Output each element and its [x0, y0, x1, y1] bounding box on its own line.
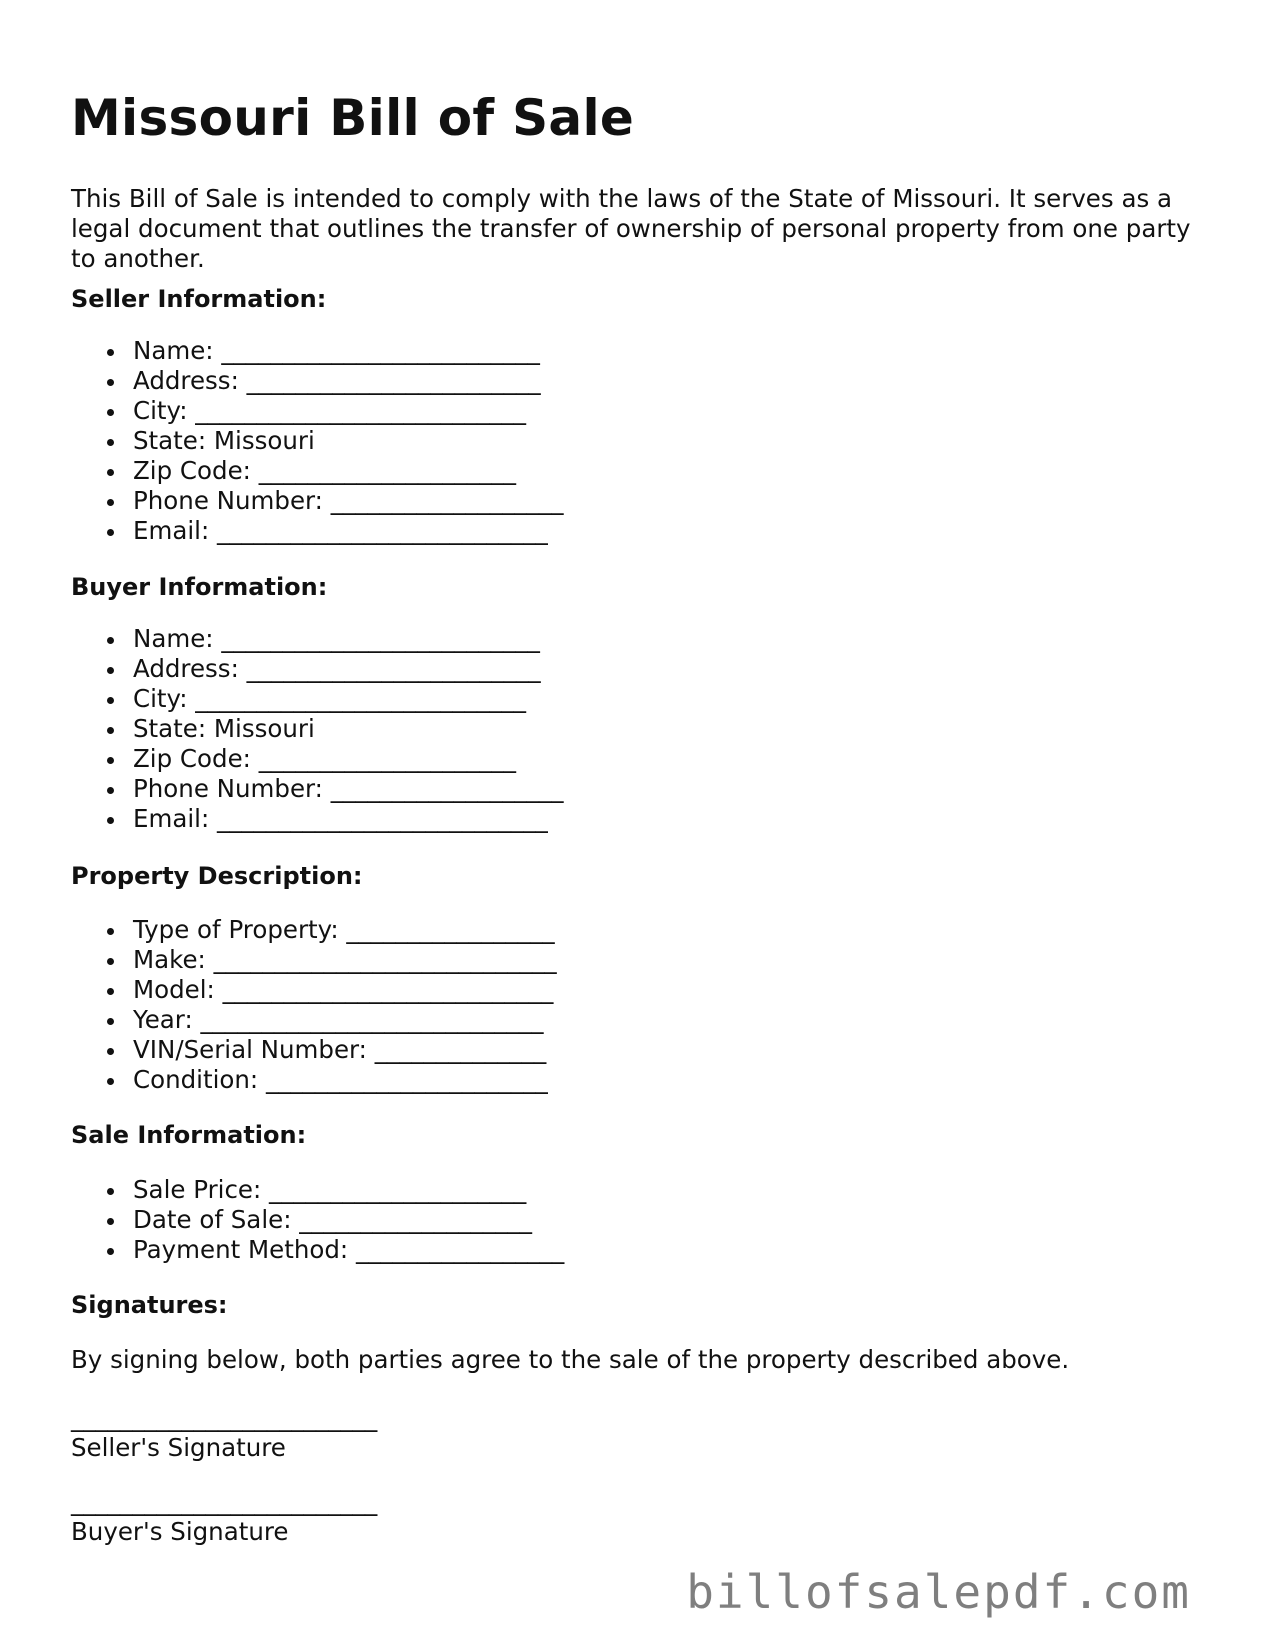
sale-price-field[interactable]: Sale Price: _____________________ — [71, 1175, 564, 1205]
property-make-field[interactable]: Make: ____________________________ — [71, 945, 557, 975]
buyer-field-list — [71, 624, 563, 834]
payment-method-field[interactable]: Payment Method: _________________ — [71, 1235, 564, 1265]
property-type-field[interactable]: Type of Property: _________________ — [71, 915, 557, 945]
seller-address-field[interactable]: Address: ________________________ — [71, 366, 563, 396]
seller-city-field[interactable]: City: ___________________________ — [71, 396, 563, 426]
seller-heading: Seller Information: — [71, 285, 327, 313]
sale-heading: Sale Information: — [71, 1121, 307, 1149]
buyer-email-field[interactable]: Email: ___________________________ — [71, 804, 563, 834]
seller-phone-field[interactable]: Phone Number: ___________________ — [71, 486, 563, 516]
signature-statement: By signing below, both parties agree to the sale of the property described above. — [71, 1345, 1070, 1374]
property-year-field[interactable]: Year: ____________________________ — [71, 1005, 557, 1035]
property-vin-field[interactable]: VIN/Serial Number: ______________ — [71, 1035, 557, 1065]
sale-section — [71, 1120, 1211, 1264]
buyer-city-field[interactable]: City: ___________________________ — [71, 684, 563, 714]
buyer-heading: Buyer Information: — [71, 573, 328, 601]
seller-section — [71, 284, 1211, 545]
buyer-signature-label: Buyer's Signature — [71, 1517, 289, 1546]
document-title: Missouri Bill of Sale — [71, 89, 635, 147]
buyer-phone-field[interactable]: Phone Number: ___________________ — [71, 774, 563, 804]
seller-zip-field[interactable]: Zip Code: _____________________ — [71, 456, 563, 486]
seller-signature-label: Seller's Signature — [71, 1433, 286, 1462]
seller-signature-line[interactable]: _________________________ — [71, 1403, 378, 1432]
sale-field-list — [71, 1175, 564, 1265]
seller-field-list — [71, 336, 563, 546]
property-heading: Property Description: — [71, 862, 363, 890]
signatures-heading: Signatures: — [71, 1291, 228, 1319]
property-model-field[interactable]: Model: ___________________________ — [71, 975, 557, 1005]
buyer-address-field[interactable]: Address: ________________________ — [71, 654, 563, 684]
property-section — [71, 861, 1211, 1094]
seller-state-field: State: Missouri — [71, 426, 563, 456]
buyer-name-field[interactable]: Name: __________________________ — [71, 624, 563, 654]
seller-email-field[interactable]: Email: ___________________________ — [71, 516, 563, 546]
signatures-section — [71, 1290, 1211, 1320]
buyer-signature-block — [71, 1487, 377, 1547]
buyer-state-field: State: Missouri — [71, 714, 563, 744]
buyer-section — [71, 572, 1211, 833]
sale-date-field[interactable]: Date of Sale: ___________________ — [71, 1205, 564, 1235]
seller-name-field[interactable]: Name: __________________________ — [71, 336, 563, 366]
seller-signature-block — [71, 1403, 377, 1463]
site-watermark: billofsalepdf.com — [686, 1565, 1191, 1619]
buyer-signature-line[interactable]: _________________________ — [71, 1487, 378, 1516]
property-condition-field[interactable]: Condition: _______________________ — [71, 1065, 557, 1095]
buyer-zip-field[interactable]: Zip Code: _____________________ — [71, 744, 563, 774]
intro-paragraph: This Bill of Sale is intended to comply with the laws of the State of Missouri. It serves as a legal document that outlines the transfer of ownership of personal property from one party to another. — [71, 184, 1191, 273]
property-field-list — [71, 915, 557, 1095]
